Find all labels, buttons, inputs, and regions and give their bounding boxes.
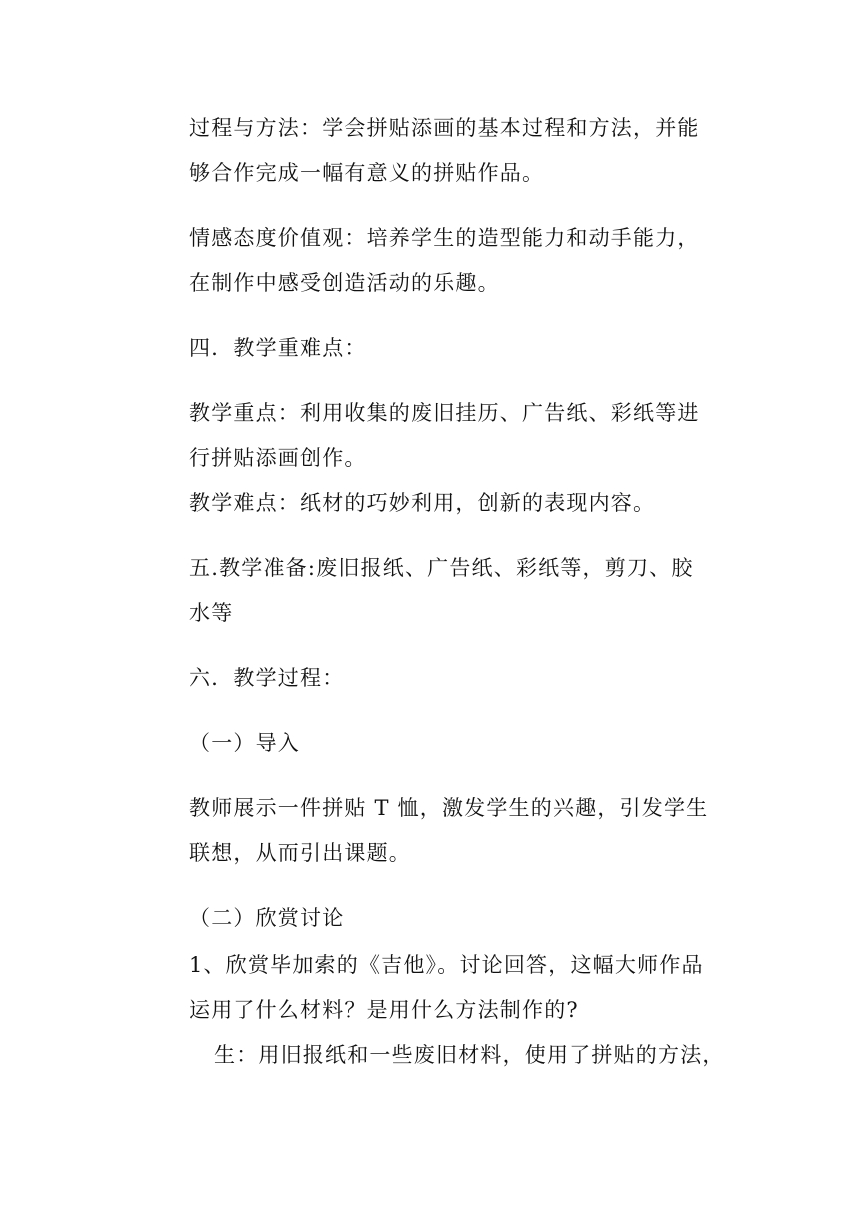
text-line: 过程与方法：学会拼贴添画的基本过程和方法，并能 xyxy=(189,116,700,140)
subsection-heading: （一）导入 xyxy=(189,731,300,755)
section-heading: 四．教学重难点： xyxy=(189,336,367,360)
text-line: 1、欣赏毕加索的《吉他》。讨论回答，这幅大师作品 xyxy=(189,953,704,977)
text-line: 联想，从而引出课题。 xyxy=(189,841,411,865)
text-line: 行拼贴添画创作。 xyxy=(189,446,367,470)
text-line: 运用了什么材料？是用什么方法制作的? xyxy=(189,998,579,1022)
section-heading: 六．教学过程： xyxy=(189,666,345,690)
text-line: 在制作中感受创造活动的乐趣。 xyxy=(189,271,500,295)
text-line: 生：用旧报纸和一些废旧材料，使用了拼贴的方法， xyxy=(214,1043,725,1067)
subsection-heading: （二）欣赏讨论 xyxy=(189,906,345,930)
text-line: 情感态度价值观：培养学生的造型能力和动手能力， xyxy=(189,226,700,250)
section-heading: 五.教学准备:废旧报纸、广告纸、彩纸等，剪刀、胶 xyxy=(189,556,694,580)
text-line: 教学重点：利用收集的废旧挂历、广告纸、彩纸等进 xyxy=(189,401,700,425)
text-line: 教学难点：纸材的巧妙利用，创新的表现内容。 xyxy=(189,491,656,515)
text-line: 教师展示一件拼贴 T 恤，激发学生的兴趣，引发学生 xyxy=(189,796,709,820)
text-line: 水等 xyxy=(189,601,234,625)
text-line: 够合作完成一幅有意义的拼贴作品。 xyxy=(189,161,545,185)
